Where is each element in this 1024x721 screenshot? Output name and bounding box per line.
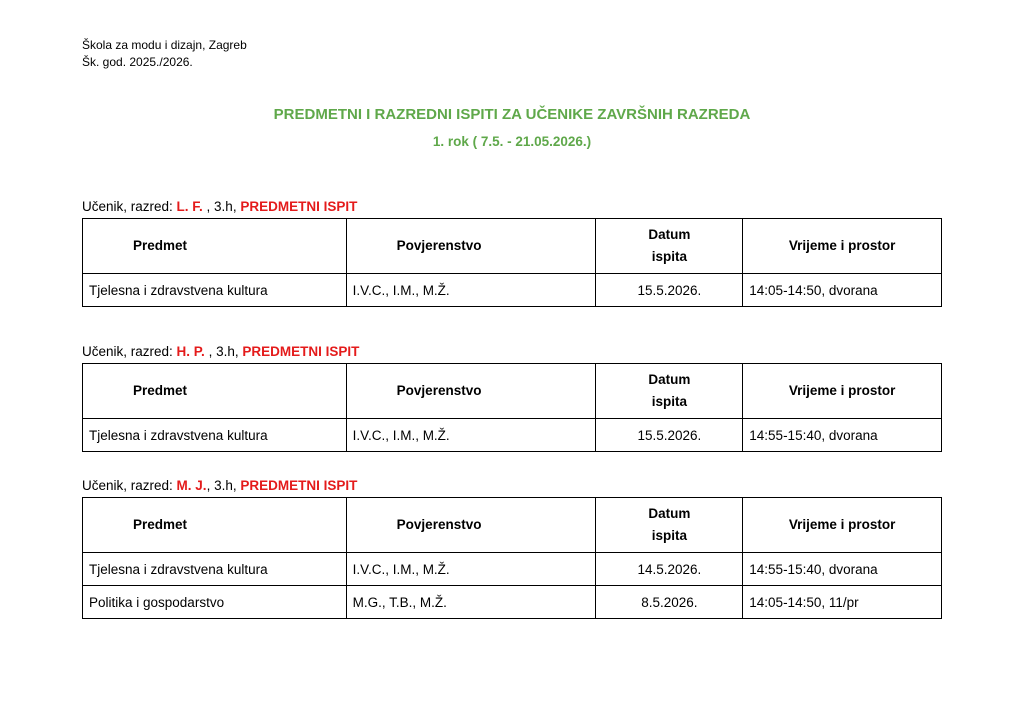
- table-row: [83, 586, 942, 619]
- header-subject: Predmet: [83, 219, 347, 274]
- cell-committee: I.V.C., I.M., M.Ž.: [346, 419, 596, 452]
- school-info: [82, 37, 247, 71]
- student-line: [82, 344, 359, 359]
- cell-date: 15.5.2026.: [596, 274, 743, 307]
- school-year: Šk. god. 2025./2026.: [82, 55, 193, 69]
- header-committee: Povjerenstvo: [346, 498, 596, 553]
- student-class: , 3.h,: [206, 478, 241, 493]
- header-committee: Povjerenstvo: [346, 219, 596, 274]
- table-header-row: [83, 364, 942, 419]
- cell-date: 14.5.2026.: [596, 553, 743, 586]
- header-date-line2: ispita: [651, 249, 687, 264]
- table-row: [83, 419, 942, 452]
- exam-type: PREDMETNI ISPIT: [240, 199, 358, 214]
- exam-type: PREDMETNI ISPIT: [242, 344, 360, 359]
- cell-time: 14:55-15:40, dvorana: [743, 419, 942, 452]
- cell-subject: Tjelesna i zdravstvena kultura: [83, 553, 347, 586]
- cell-time: 14:05-14:50, dvorana: [743, 274, 942, 307]
- document-title: PREDMETNI I RAZREDNI ISPITI ZA UČENIKE ZAVRŠNIH RAZREDA: [273, 106, 751, 123]
- header-date-line2: ispita: [651, 394, 687, 409]
- cell-time: 14:05-14:50, 11/pr: [743, 586, 942, 619]
- header-date-line1: Datum: [648, 506, 691, 521]
- exam-type: PREDMETNI ISPIT: [240, 478, 358, 493]
- table-header-row: [83, 498, 942, 553]
- exam-table: [82, 218, 942, 307]
- cell-committee: I.V.C., I.M., M.Ž.: [346, 274, 596, 307]
- cell-subject: Politika i gospodarstvo: [83, 586, 347, 619]
- table-header-row: [83, 219, 942, 274]
- table-row: [83, 553, 942, 586]
- header-date-line1: Datum: [648, 372, 691, 387]
- cell-subject: Tjelesna i zdravstvena kultura: [83, 419, 347, 452]
- header-committee: Povjerenstvo: [346, 364, 596, 419]
- student-class: , 3.h,: [204, 344, 243, 359]
- cell-date: 15.5.2026.: [596, 419, 743, 452]
- student-initials: H. P.: [176, 344, 205, 359]
- header-time: Vrijeme i prostor: [743, 364, 942, 419]
- cell-subject: Tjelesna i zdravstvena kultura: [83, 274, 347, 307]
- student-initials: M. J.: [176, 478, 207, 493]
- cell-time: 14:55-15:40, dvorana: [743, 553, 942, 586]
- student-prefix: Učenik, razred:: [82, 199, 177, 214]
- table-row: [83, 274, 942, 307]
- header-time: Vrijeme i prostor: [743, 498, 942, 553]
- exam-table: [82, 497, 942, 619]
- student-prefix: Učenik, razred:: [82, 478, 177, 493]
- student-class: , 3.h,: [202, 199, 241, 214]
- header-date: [596, 498, 743, 553]
- header-date: [596, 364, 743, 419]
- student-initials: L. F.: [176, 199, 203, 214]
- header-date-line1: Datum: [648, 227, 691, 242]
- header-subject: Predmet: [83, 364, 347, 419]
- school-name: Škola za modu i dizajn, Zagreb: [82, 38, 247, 52]
- cell-committee: I.V.C., I.M., M.Ž.: [346, 553, 596, 586]
- header-subject: Predmet: [83, 498, 347, 553]
- exam-table: [82, 363, 942, 452]
- student-line: [82, 199, 357, 214]
- student-line: [82, 478, 357, 493]
- header-date: [596, 219, 743, 274]
- cell-date: 8.5.2026.: [596, 586, 743, 619]
- cell-committee: M.G., T.B., M.Ž.: [346, 586, 596, 619]
- exam-period: 1. rok ( 7.5. - 21.05.2026.): [432, 134, 592, 149]
- header-time: Vrijeme i prostor: [743, 219, 942, 274]
- student-prefix: Učenik, razred:: [82, 344, 177, 359]
- header-date-line2: ispita: [651, 528, 687, 543]
